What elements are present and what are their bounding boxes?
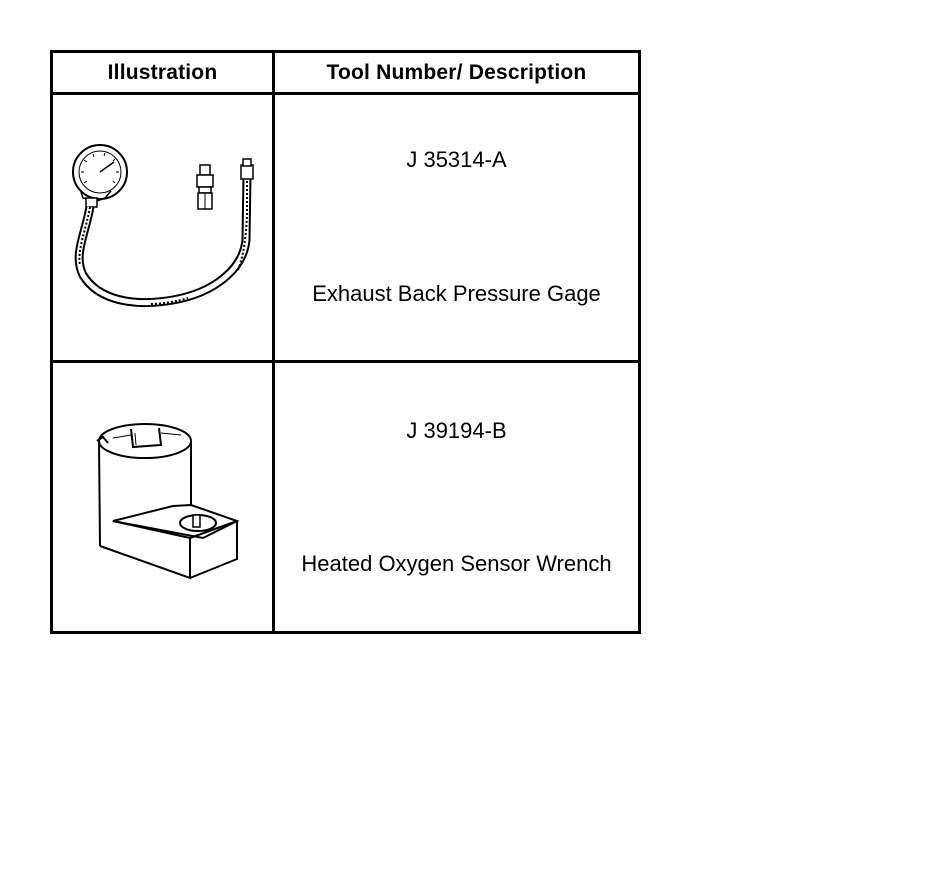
tool-table	[50, 50, 641, 634]
exhaust-back-pressure-gage-illustration	[53, 95, 272, 360]
heated-oxygen-sensor-wrench-illustration	[53, 363, 272, 628]
tool-number-2: J 39194-B	[406, 418, 507, 443]
tool-description-1: Exhaust Back Pressure Gage	[312, 281, 601, 306]
description-cell-1	[275, 95, 638, 363]
header-illustration	[53, 53, 275, 95]
illustration-cell-1	[53, 95, 275, 363]
description-cell-2	[275, 363, 638, 631]
header-tool-label: Tool Number/ Description	[326, 60, 587, 84]
tool-number-1: J 35314-A	[406, 147, 507, 172]
illustration-cell-2	[53, 363, 275, 631]
header-tool-description	[275, 53, 638, 95]
header-illustration-label: Illustration	[107, 60, 218, 84]
tool-description-2: Heated Oxygen Sensor Wrench	[301, 551, 612, 576]
